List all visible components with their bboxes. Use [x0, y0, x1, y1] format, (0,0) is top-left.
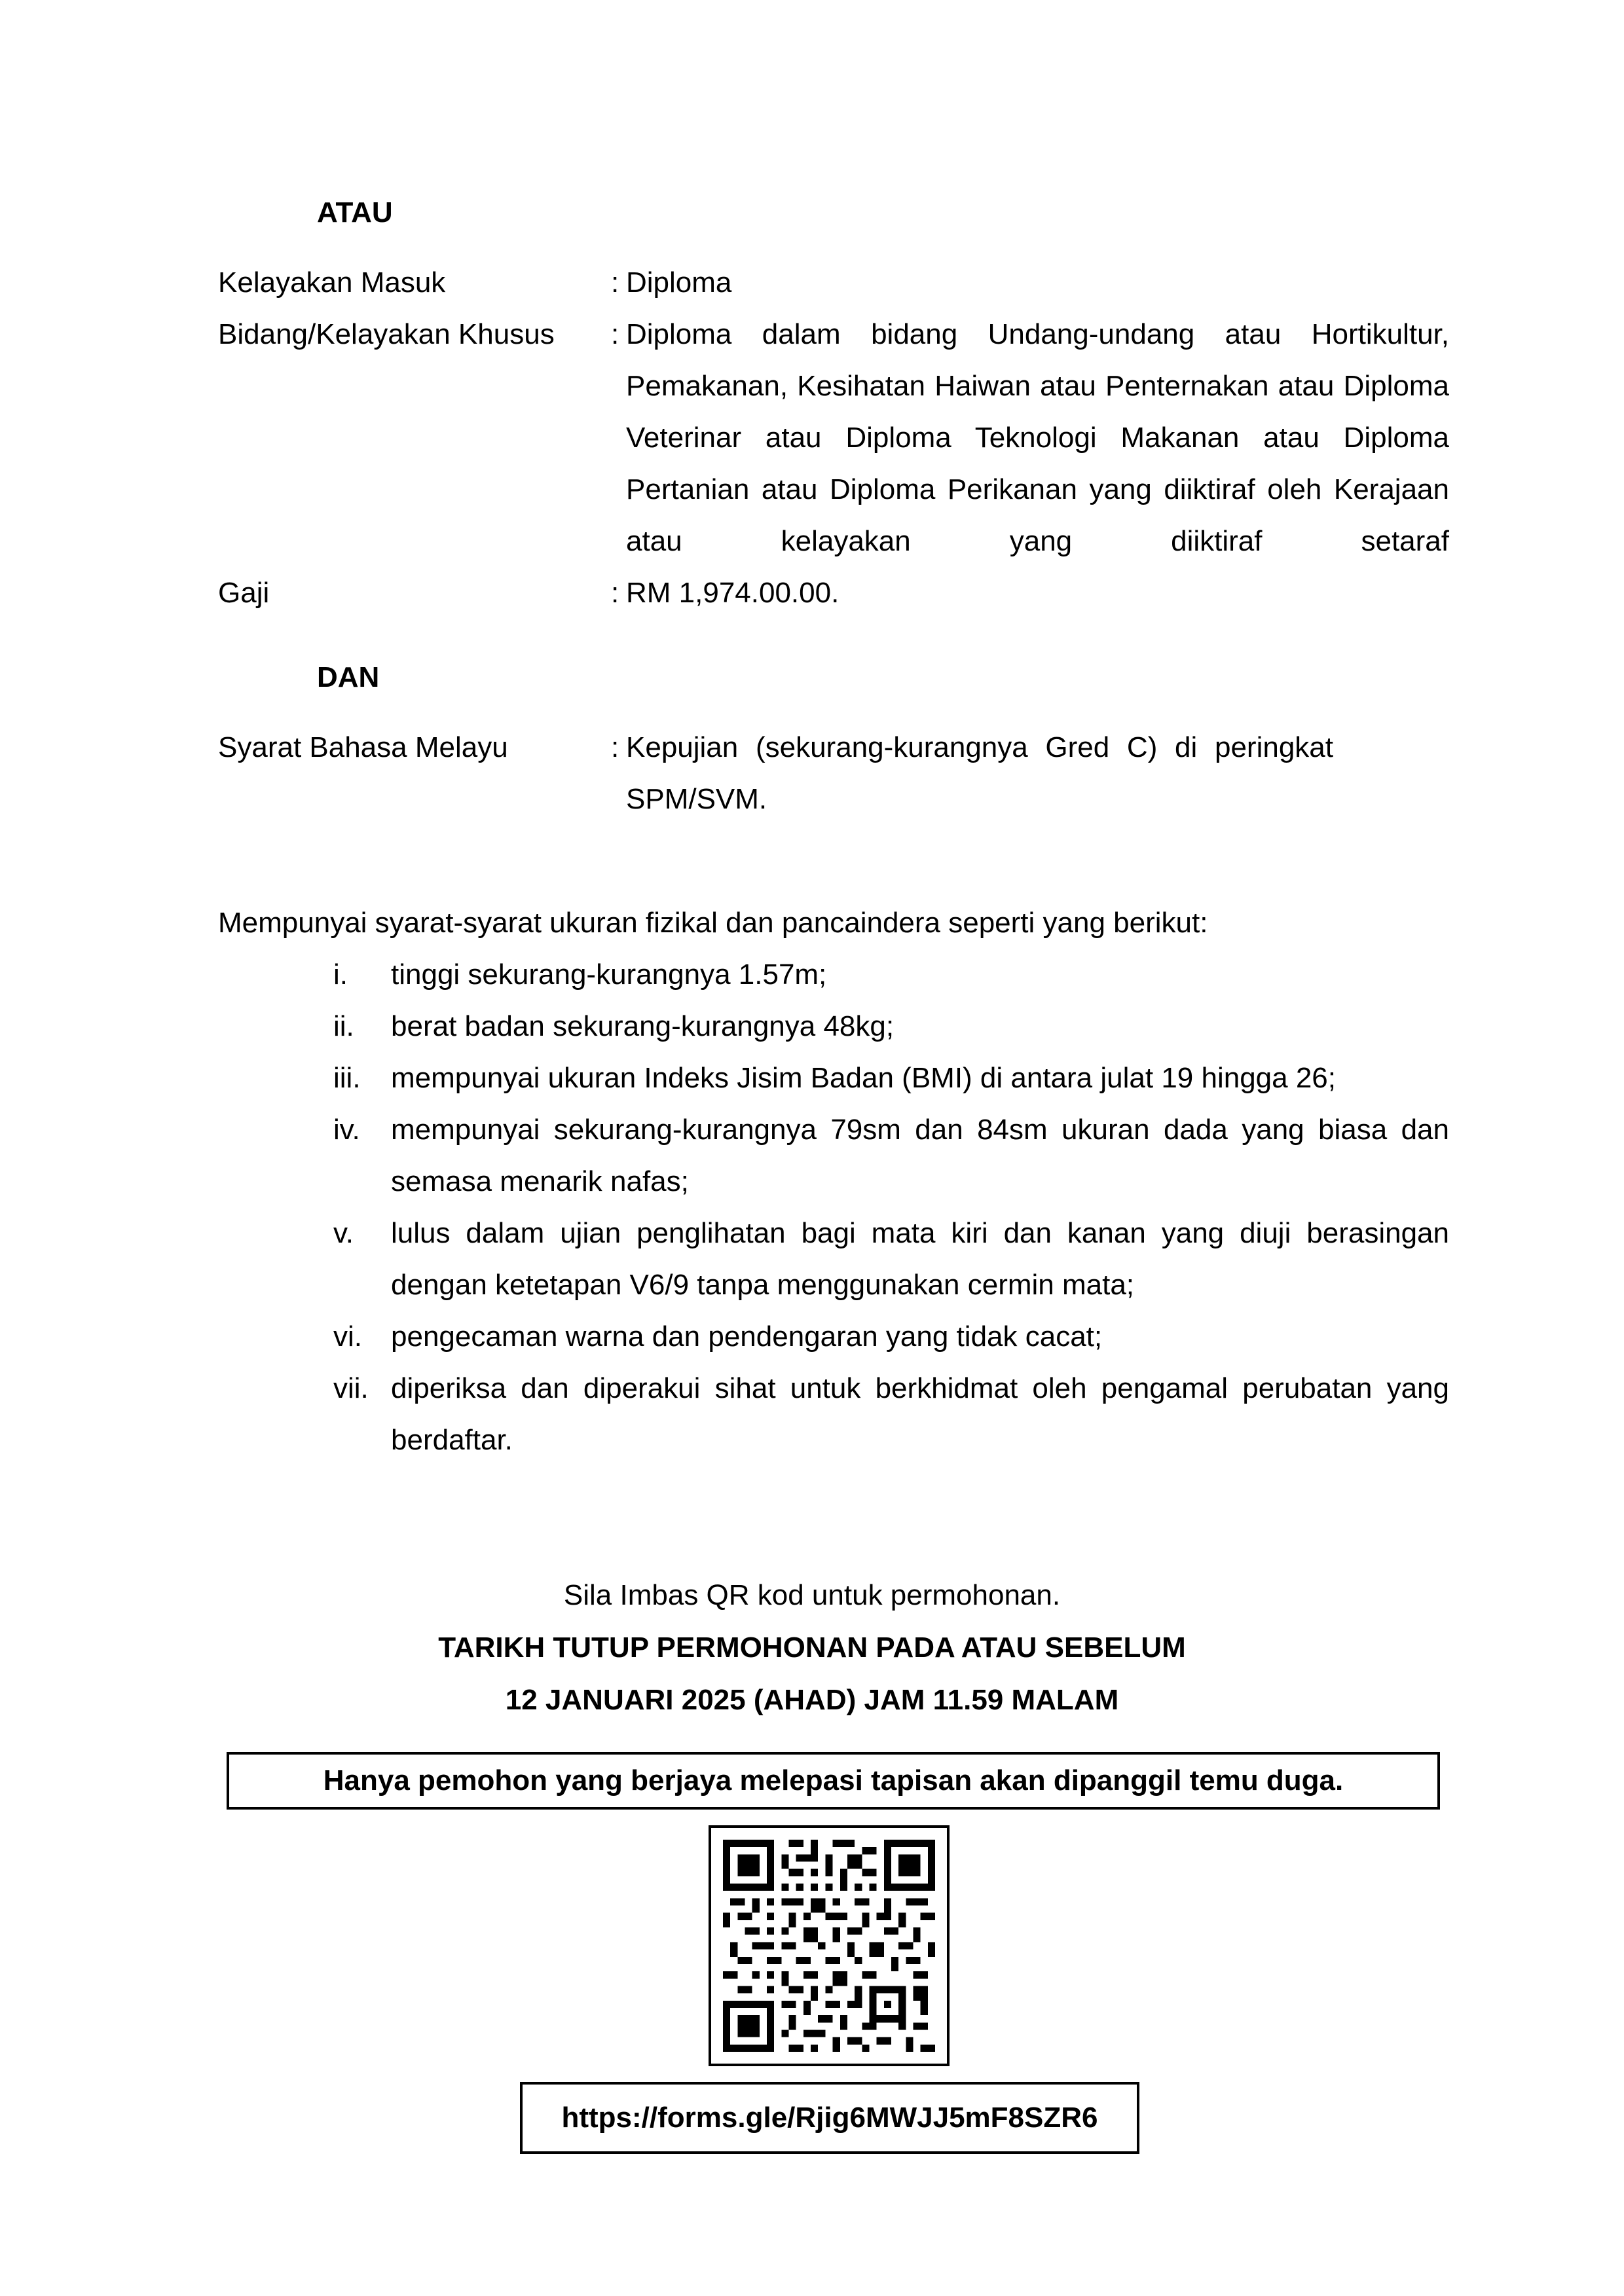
- deadline-line-2: 12 JANUARI 2025 (AHAD) JAM 11.59 MALAM: [505, 1684, 1119, 1716]
- list-item-number: vi.: [333, 1321, 362, 1353]
- list-item-number: vii.: [333, 1372, 369, 1404]
- physical-requirements-list: [218, 949, 1449, 1466]
- list-item: [218, 1000, 1449, 1052]
- field-label: Gaji: [218, 577, 270, 609]
- list-item-text: lulus dalam ujian penglihatan bagi mata kiri dan kanan yang diuji berasingan dengan ketetapan V6/9 tanpa menggunakan cermin mata;: [391, 1217, 1449, 1301]
- field-value: Diploma dalam bidang Undang-undang atau Hortikultur, Pemakanan, Kesihatan Haiwan atau Penternakan atau Diploma Veterinar atau Diploma Teknologi Makanan atau Diploma Pertanian atau Diploma Perikanan yang diiktiraf oleh Kerajaan atau kelayakan yang diiktiraf setaraf: [626, 318, 1449, 557]
- field-label: Syarat Bahasa Melayu: [218, 731, 508, 763]
- list-item-number: i.: [333, 958, 348, 991]
- list-item-number: iv.: [333, 1114, 360, 1146]
- list-item-text: berat badan sekurang-kurangnya 48kg;: [391, 1010, 895, 1042]
- field-label: Kelayakan Masuk: [218, 266, 446, 299]
- list-item-text: mempunyai sekurang-kurangnya 79sm dan 84sm ukuran dada yang biasa dan semasa menarik nafas;: [391, 1114, 1449, 1197]
- field-colon: :: [611, 731, 619, 763]
- list-item-number: v.: [333, 1217, 354, 1249]
- field-colon: :: [611, 266, 619, 299]
- field-label: Bidang/Kelayakan Khusus: [218, 318, 555, 350]
- qr-code-graphic: [723, 1840, 935, 2052]
- heading-atau: ATAU: [317, 196, 393, 228]
- field-value: Diploma: [626, 266, 732, 299]
- list-item: [218, 949, 1449, 1000]
- field-value: Kepujian (sekurang-kurangnya Gred C) di peringkat SPM/SVM.: [626, 731, 1333, 815]
- heading-dan: DAN: [317, 661, 380, 693]
- list-item: [218, 1362, 1449, 1466]
- list-item-number: ii.: [333, 1010, 354, 1042]
- field-colon: :: [611, 318, 619, 350]
- list-item-text: pengecaman warna dan pendengaran yang tidak cacat;: [391, 1321, 1103, 1353]
- list-item: [218, 1104, 1449, 1207]
- interview-notice-box: Hanya pemohon yang berjaya melepasi tapisan akan dipanggil temu duga.: [227, 1752, 1440, 1810]
- deadline-line-1: TARIKH TUTUP PERMOHONAN PADA ATAU SEBELUM: [438, 1631, 1186, 1664]
- application-form-link[interactable]: https://forms.gle/Rjig6MWJJ5mF8SZR6: [520, 2082, 1139, 2154]
- scan-qr-instruction: Sila Imbas QR kod untuk permohonan.: [563, 1579, 1061, 1611]
- list-item-number: iii.: [333, 1062, 361, 1094]
- field-value: RM 1,974.00.00.: [626, 577, 840, 609]
- list-item-text: tinggi sekurang-kurangnya 1.57m;: [391, 958, 827, 991]
- list-item-text: diperiksa dan diperakui sihat untuk berkhidmat oleh pengamal perubatan yang berdaftar.: [391, 1372, 1449, 1456]
- qr-code-icon[interactable]: [709, 1825, 950, 2066]
- physical-requirements-intro: Mempunyai syarat-syarat ukuran fizikal dan pancaindera seperti yang berikut:: [218, 907, 1208, 939]
- list-item-text: mempunyai ukuran Indeks Jisim Badan (BMI) di antara julat 19 hingga 26;: [391, 1062, 1336, 1094]
- list-item: [218, 1052, 1449, 1104]
- field-colon: :: [611, 577, 619, 609]
- list-item: [218, 1207, 1449, 1311]
- list-item: [218, 1311, 1449, 1362]
